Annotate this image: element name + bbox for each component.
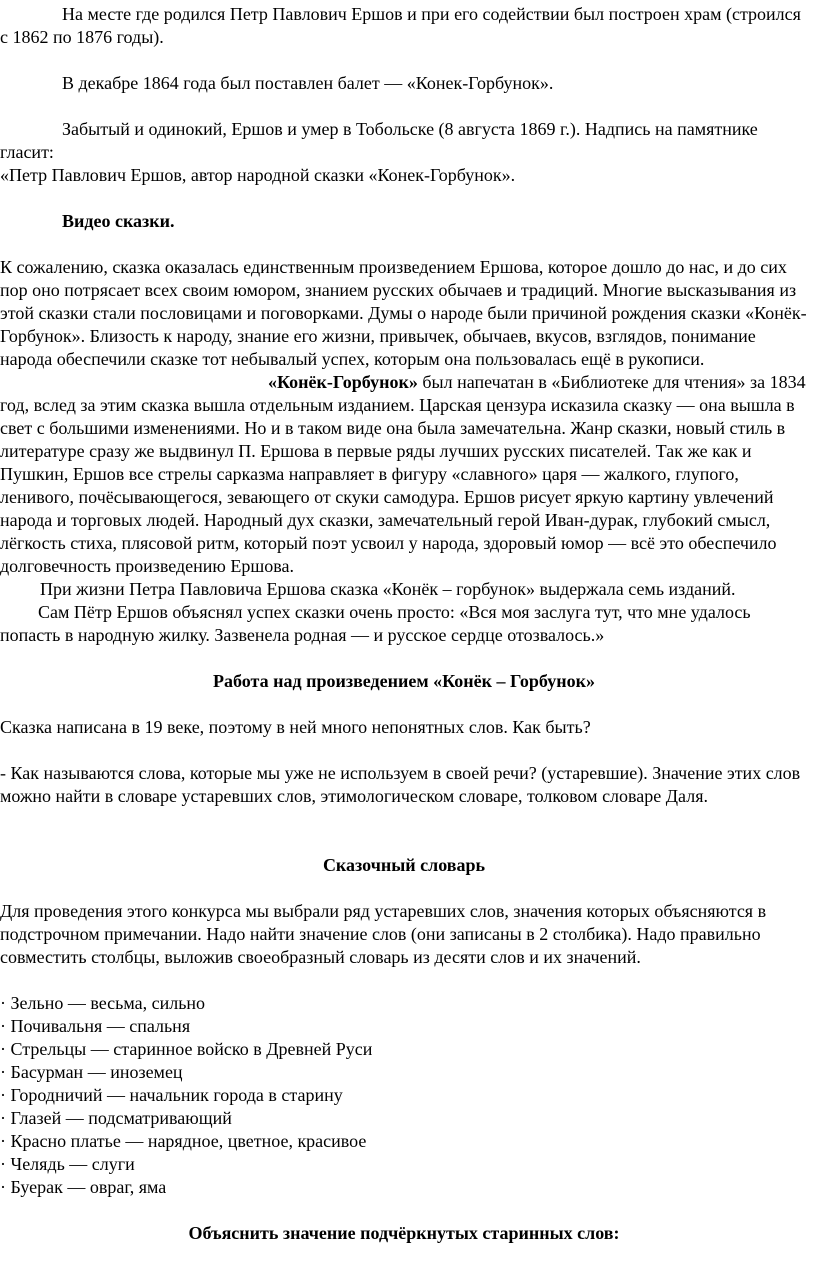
paragraph-ballet: В декабре 1864 года был поставлен балет — «Конек-Горбунок». bbox=[62, 73, 554, 93]
glossary-item: · Челядь — слуги bbox=[0, 1154, 135, 1174]
paragraph-contest: Для проведения этого конкурса мы выбрали ряд устаревших слов, значения которых объясняются в подстрочном примечании. Надо найти значение слов (они записаны в 2 столбика). Надо правильно совместить столбцы, выложив своеобразный словарь из десяти слов и их значений. bbox=[0, 901, 767, 967]
heading-work bbox=[0, 670, 808, 693]
heading-video-text: Видео сказки. bbox=[62, 211, 175, 231]
heading-video bbox=[0, 210, 808, 233]
glossary-item: · Городничий — начальник города в старину bbox=[0, 1085, 343, 1105]
glossary-item: · Глазей — подсматривающий bbox=[0, 1108, 232, 1128]
main-text-part2: был напечатан в «Библиотеке для чтения» за 1834 год, вслед за этим сказка вышла отдельным изданием. Царская цензура исказила сказку — она вышла в свет с большими изменениями. Но и в таком виде она была замечательна. Жанр сказки, новый стиль в литературе сразу же выдвинул П. Ершова в первые ряды лучших русских писателей. Так же как и Пушкин, Ершов все стрелы сарказма направляет в фигуру «славного» царя — жалкого, глупого, ленивого, почёсывающегося, зевающего от скуки самодура. Ершов рисует яркую картину увлечений народа и торговых людей. Народный дух сказки, замечательный герой Иван-дурак, глубокий смысл, лёгкость стиха, плясовой ритм, который поэт усвоил у народа, здоровый юмор — всё это обеспечило долговечность произведению Ершова. bbox=[0, 372, 806, 576]
main-text-part1: К сожалению, сказка оказалась единственным произведением Ершова, которое дошло до нас, и до сих пор оно потрясает всех своим юмором, знанием русских обычаев и традиций. Многие высказывания из этой сказки стали пословицами и поговорками. Думы о народе были причиной рождения сказки «Конёк-Горбунок». Близость к народу, знание его жизни, привычек, обычаев, вкусов, взглядов, понимание народа обеспечили сказке тот небывалый успех, которым она пользовалась ещё в рукописи. bbox=[0, 257, 807, 369]
paragraph-death: Забытый и одинокий, Ершов и умер в Тобольске (8 августа 1869 г.). Надпись на памятнике гласит: bbox=[0, 119, 758, 162]
paragraph-written: Сказка написана в 19 веке, поэтому в ней много непонятных слов. Как быть? bbox=[0, 717, 591, 737]
glossary-item: · Почивальня — спальня bbox=[0, 1016, 191, 1036]
heading-dictionary bbox=[0, 854, 808, 877]
paragraph-quote: Сам Пётр Ершов объяснял успех сказки очень просто: «Вся моя заслуга тут, что мне удалось попасть в народную жилку. Зазвенела родная — и русское сердце отозвалось.» bbox=[0, 602, 751, 645]
paragraph-question: - Как называются слова, которые мы уже не используем в своей речи? (устаревшие). Значение этих слов можно найти в словаре устаревших слов, этимологическом словаре, толковом словаре Даля. bbox=[0, 763, 801, 806]
main-text-bold-title: «Конёк-Горбунок» bbox=[268, 372, 418, 392]
glossary-item: · Басурман — иноземец bbox=[0, 1062, 183, 1082]
paragraph-editions: При жизни Петра Павловича Ершова сказка «Конёк – горбунок» выдержала семь изданий. bbox=[40, 579, 736, 599]
glossary-item: · Зельно — весьма, сильно bbox=[0, 993, 206, 1013]
paragraph-church: На месте где родился Петр Павлович Ершов и при его содействии был построен храм (строился с 1862 по 1876 годы). bbox=[0, 4, 801, 47]
heading-work-text: Работа над произведением «Конёк – Горбунок» bbox=[213, 671, 595, 691]
paragraph-inscription: «Петр Павлович Ершов, автор народной сказки «Конек-Горбунок». bbox=[0, 165, 516, 185]
glossary-item: · Стрельцы — старинное войско в Древней Руси bbox=[0, 1039, 373, 1059]
heading-explain bbox=[0, 1222, 808, 1245]
glossary-item: · Красно платье — нарядное, цветное, красивое bbox=[0, 1131, 367, 1151]
glossary-item: · Буерак — овраг, яма bbox=[0, 1177, 167, 1197]
glossary-list bbox=[0, 992, 808, 1199]
heading-explain-text: Объяснить значение подчёркнутых старинных слов: bbox=[188, 1223, 620, 1243]
heading-dictionary-text: Сказочный словарь bbox=[322, 855, 486, 875]
paragraph-main bbox=[0, 256, 808, 578]
